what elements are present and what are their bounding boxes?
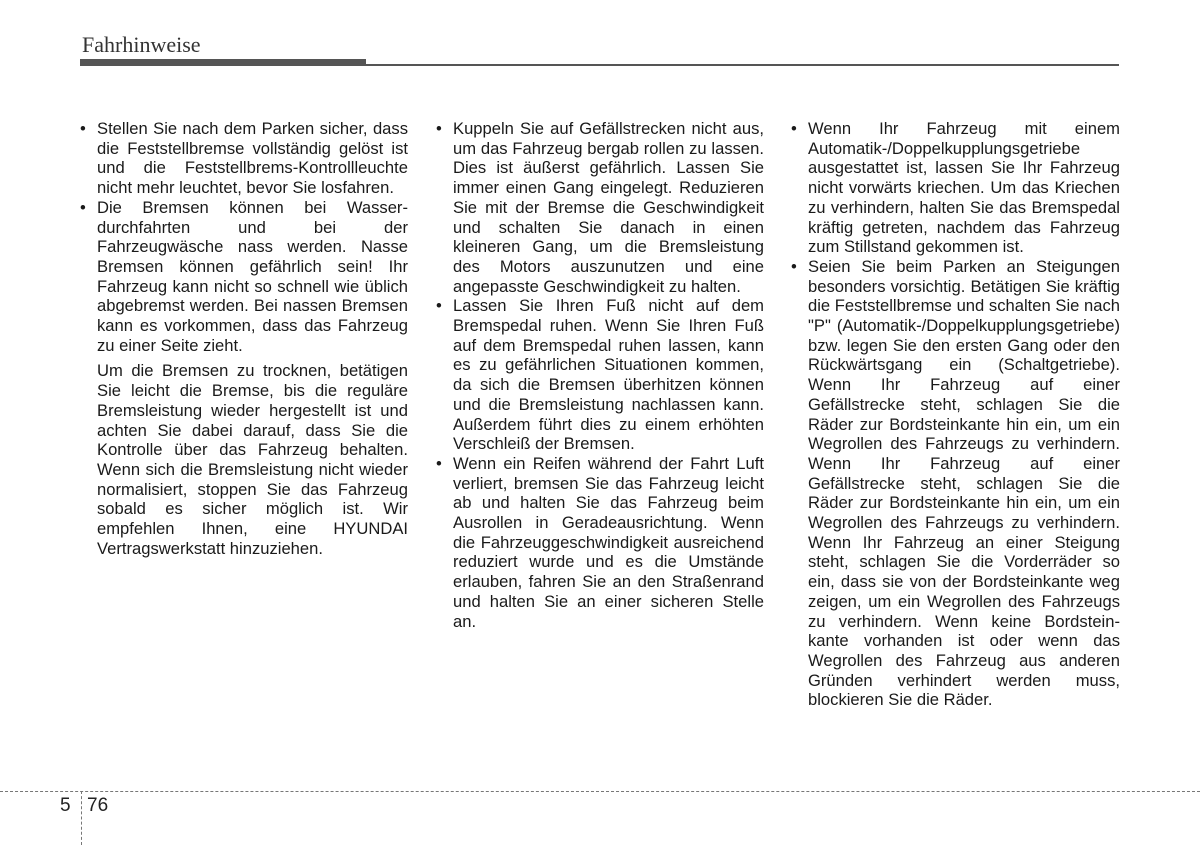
text-column-2 bbox=[436, 119, 764, 631]
header-rule-thin bbox=[366, 64, 1119, 66]
bullet-item: • Seien Sie beim Parken an Steigungen besonders vorsichtig. Betätigen Sie kräftig die Feststellbremse und schalten Sie nach "P" (Automatik-/Doppelkupplungsgetriebe) bzw. legen Sie den ersten Gang oder den Rückwärtsgang ein (Schaltgetriebe). Wenn Ihr Fahrzeug auf einer Gefällstrecke steht, schlagen Sie die Räder zur Bordsteinkante hin ein, um ein Wegrollen des Fahrzeugs zu verhindern. Wenn Ihr Fahrzeug auf einer Gefällstrecke steht, schlagen Sie die Räder zur Bordsteinkante hin ein, um ein Wegrollen des Fahrzeugs zu verhindern. Wenn Ihr Fahrzeug an einer Steigung steht, schlagen Sie die Vorderräder so ein, dass sie von der Bordsteinkante weg zeigen, um ein Wegrollen des Fahrzeugs zu verhindern. Wenn keine Bordstein-kante vorhanden ist oder wenn das Wegrollen des Fahrzeug aus anderen Gründen verhindert werden muss, blockieren Sie die Räder. bbox=[791, 257, 1120, 710]
bullet-item: • Lassen Sie Ihren Fuß nicht auf dem Bremspedal ruhen. Wenn Sie Ihren Fuß auf dem Bremspedal ruhen lassen, kann es zu gefährlichen Situationen kommen, da sich die Bremsen überhitzen können und die Bremsleistung nachlassen kann. Außerdem führt dies zu einem erhöhten Verschleiß der Bremsen. bbox=[436, 296, 764, 454]
footer-divider bbox=[0, 791, 1200, 792]
header-rule-thick bbox=[80, 59, 366, 66]
page-number: 76 bbox=[87, 795, 109, 816]
text-column-3 bbox=[791, 119, 1120, 710]
bullet-item: • Wenn Ihr Fahrzeug mit einem Automatik-/Doppelkupplungsgetriebe ausgestattet ist, lassen Sie Ihr Fahrzeug nicht vorwärts kriechen. Um das Kriechen zu verhindern, halten Sie das Bremspedal kräftig getreten, nachdem das Fahrzeug zum Stillstand gekommen ist. bbox=[791, 119, 1120, 257]
text-column-1 bbox=[80, 119, 408, 558]
footer-page-separator bbox=[81, 791, 82, 845]
bullet-item: • Die Bremsen können bei Wasser-durchfahrten und bei der Fahrzeugwäsche nass werden. Nasse Bremsen können gefährlich sein! Ihr Fahrzeug kann nicht so schnell wie üblich abgebremst werden. Bei nassen Bremsen kann es vorkommen, dass das Fahrzeug zu einer Seite zieht. bbox=[80, 198, 408, 356]
page-header-title: Fahrhinweise bbox=[82, 32, 201, 57]
chapter-number: 5 bbox=[60, 795, 71, 816]
paragraph: Um die Bremsen zu trocknen, betätigen Sie leicht die Bremse, bis die reguläre Bremsleistung wieder hergestellt ist und achten Sie dabei darauf, dass Sie die Kontrolle über das Fahrzeug behalten. Wenn sich die Bremsleistung nicht wieder normalisiert, stoppen Sie das Fahrzeug sobald es sicher möglich ist. Wir empfehlen Ihnen, eine HYUNDAI Vertragswerkstatt hinzuziehen. bbox=[97, 361, 408, 558]
bullet-item: • Wenn ein Reifen während der Fahrt Luft verliert, bremsen Sie das Fahrzeug leicht ab und halten Sie das Fahrzeug beim Ausrollen in Geradeausrichtung. Wenn die Fahrzeuggeschwindigkeit ausreichend reduziert wurde und es die Umstände erlauben, fahren Sie an den Straßenrand und halten Sie an einer sicheren Stelle an. bbox=[436, 454, 764, 631]
bullet-item: • Stellen Sie nach dem Parken sicher, dass die Feststellbremse vollständig gelöst ist und die Feststellbrems-Kontrollleuchte nicht mehr leuchtet, bevor Sie losfahren. bbox=[80, 119, 408, 198]
bullet-item: • Kuppeln Sie auf Gefällstrecken nicht aus, um das Fahrzeug bergab rollen zu lassen. Dies ist äußerst gefährlich. Lassen Sie immer einen Gang eingelegt. Reduzieren Sie mit der Bremse die Geschwindigkeit und schalten Sie danach in einen kleineren Gang, um die Bremsleistung des Motors auszunutzen und eine angepasste Geschwindigkeit zu halten. bbox=[436, 119, 764, 296]
